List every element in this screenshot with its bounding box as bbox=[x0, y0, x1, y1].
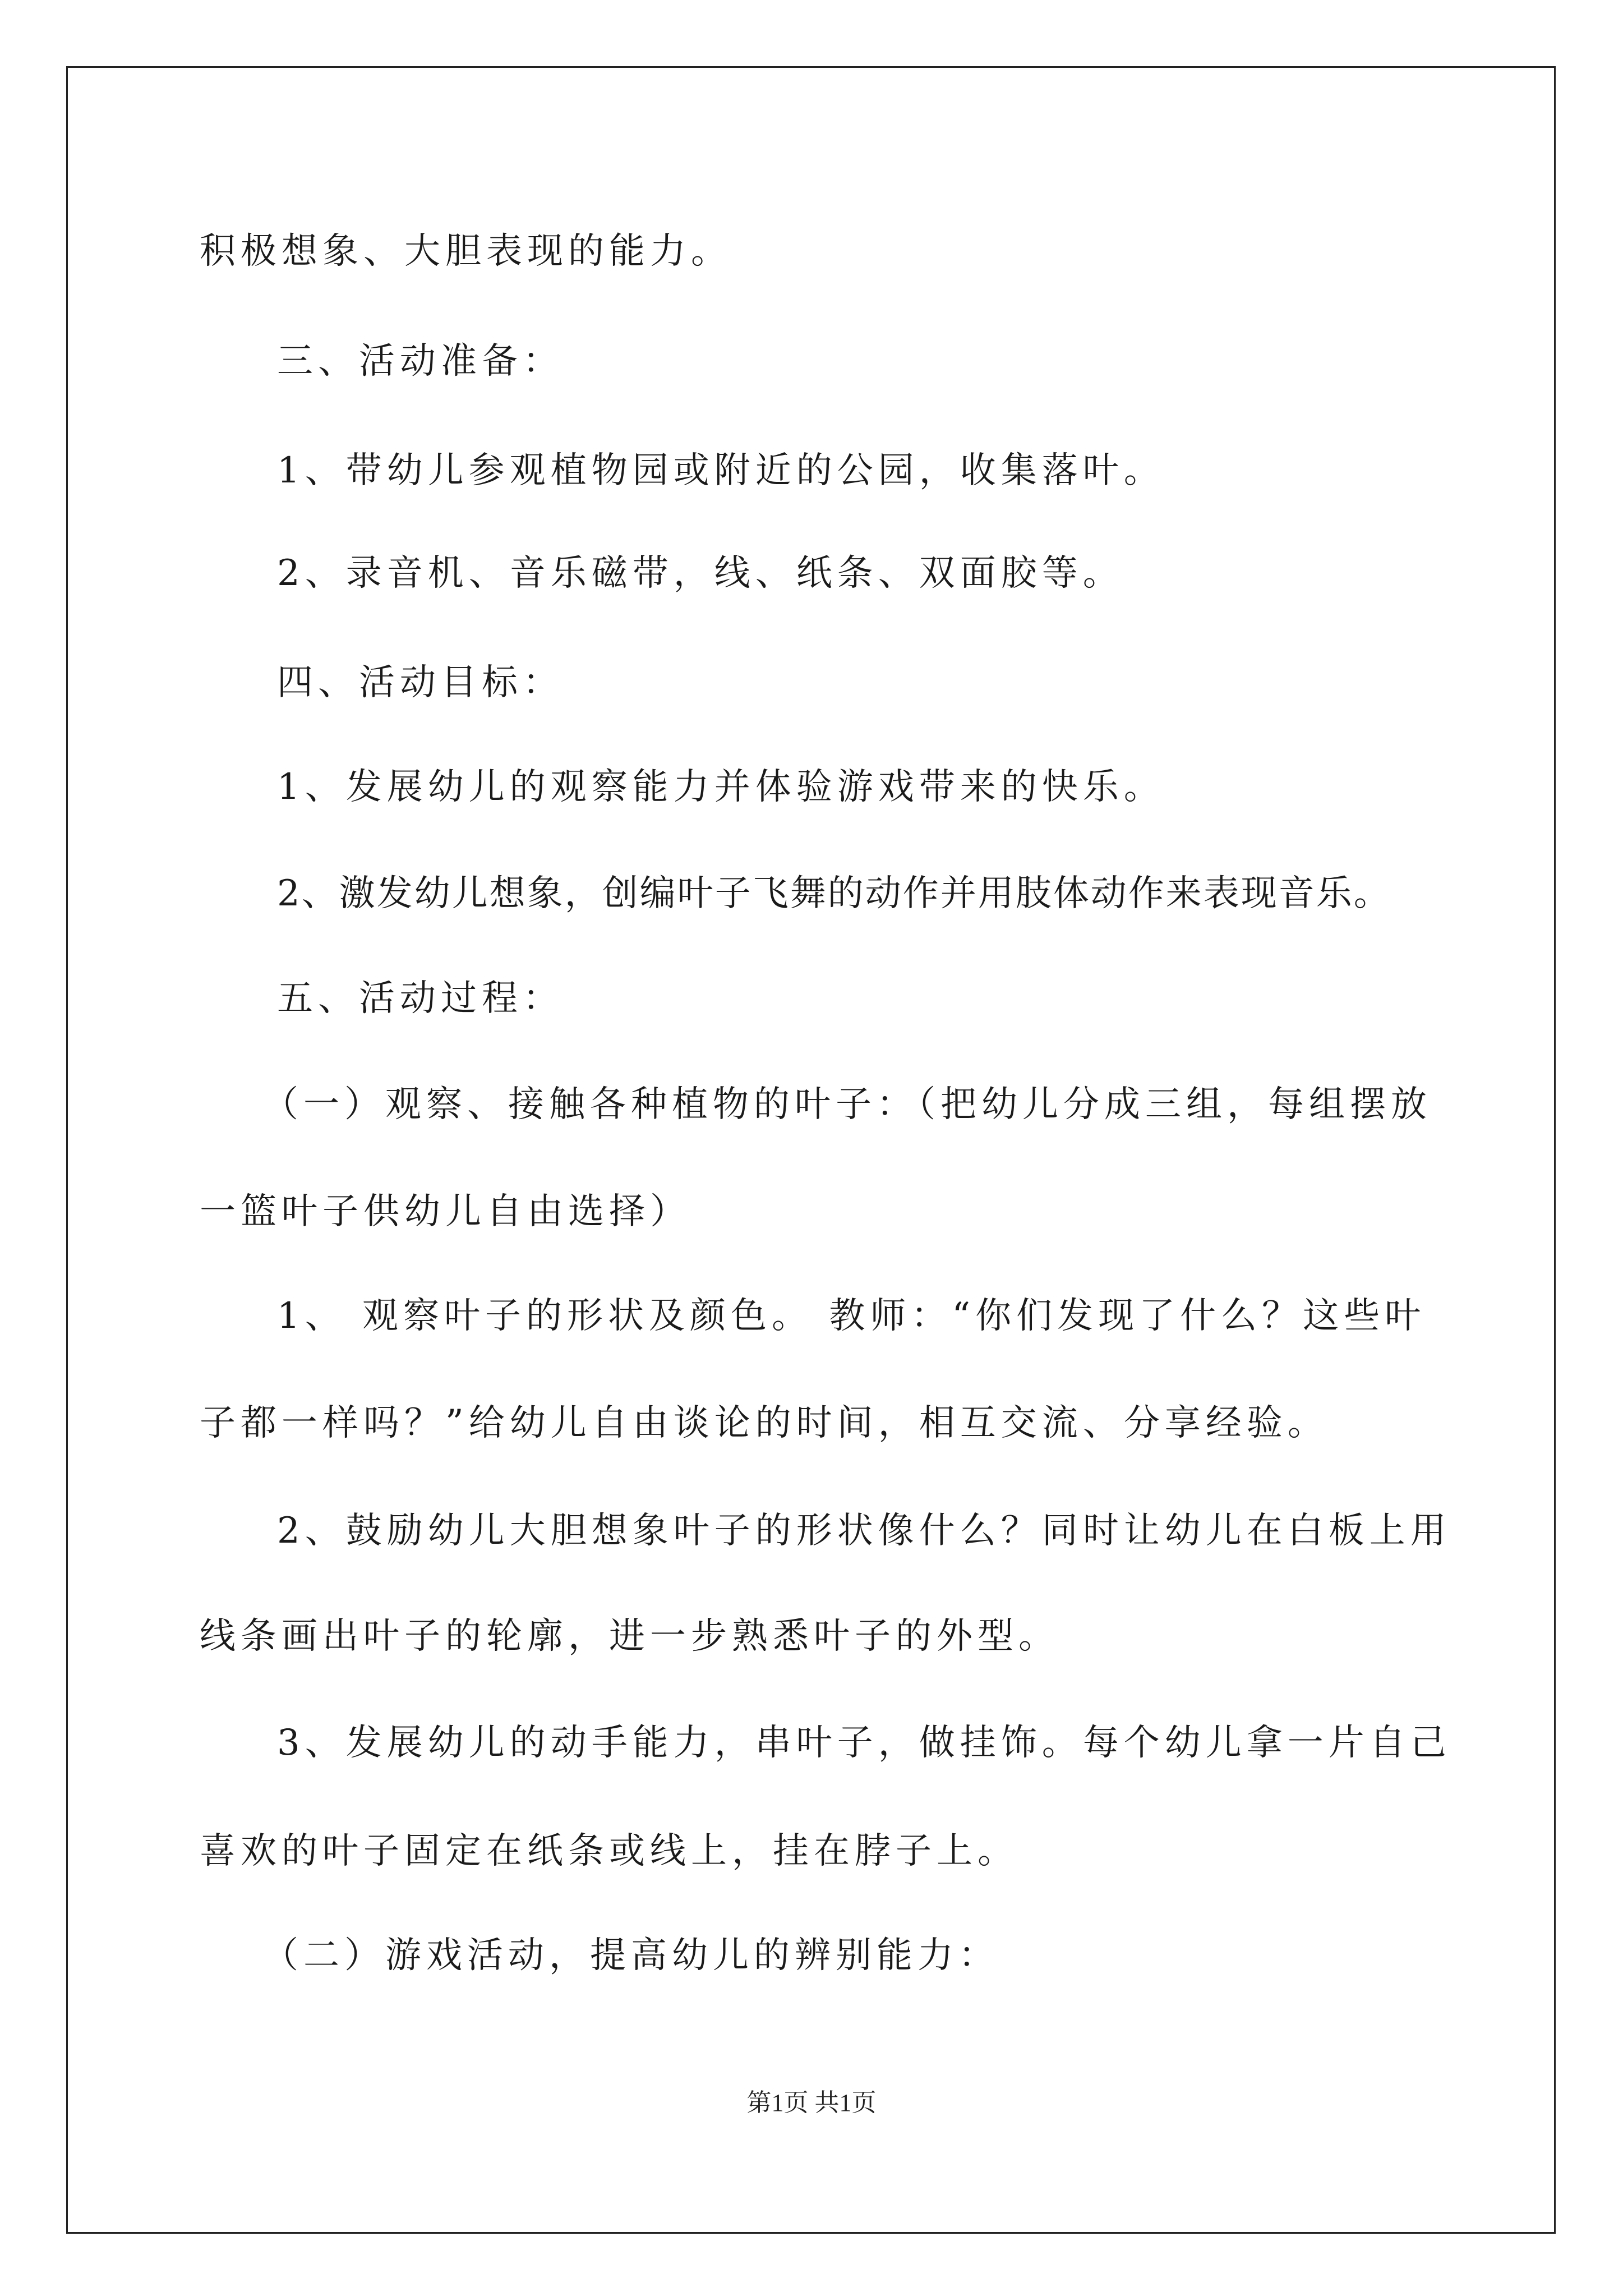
body-line: 积极想象、大胆表现的能力。 bbox=[200, 231, 732, 272]
section-heading: 四、活动目标： bbox=[277, 662, 564, 703]
body-line: 1、带幼儿参观植物园或附近的公园，收集落叶。 bbox=[277, 450, 1165, 491]
body-line: 子都一样吗？”给幼儿自由谈论的时间，相互交流、分享经验。 bbox=[200, 1402, 1329, 1444]
body-line: 1、发展幼儿的观察能力并体验游戏带来的快乐。 bbox=[277, 766, 1165, 808]
page-border bbox=[66, 66, 1556, 2234]
page-footer: 第1页 共1页 bbox=[746, 2089, 877, 2116]
body-line: 喜欢的叶子固定在纸条或线上，挂在脖子上。 bbox=[200, 1830, 1018, 1872]
body-line: 2、激发幼儿想象，创编叶子飞舞的动作并用肢体动作来表现音乐。 bbox=[277, 873, 1391, 914]
body-line: 3、发展幼儿的动手能力，串叶子，做挂饰。每个幼儿拿一片自己 bbox=[277, 1722, 1451, 1764]
section-heading: 三、活动准备： bbox=[277, 341, 564, 382]
body-line: 2、录音机、音乐磁带，线、纸条、双面胶等。 bbox=[277, 553, 1124, 594]
body-line: 1、 观察叶子的形状及颜色。 教师：“你们发现了什么？这些叶 bbox=[277, 1295, 1426, 1337]
body-line: 2、鼓励幼儿大胆想象叶子的形状像什么？同时让幼儿在白板上用 bbox=[277, 1510, 1451, 1552]
section-heading: （二）游戏活动，提高幼儿的辨别能力： bbox=[262, 1935, 999, 1976]
section-heading: 五、活动过程： bbox=[277, 978, 564, 1019]
body-line: 线条画出叶子的轮廓，进一步熟悉叶子的外型。 bbox=[200, 1616, 1059, 1657]
body-line: 一篮叶子供幼儿自由选择） bbox=[200, 1191, 691, 1232]
body-line: （一）观察、接触各种植物的叶子：（把幼儿分成三组，每组摆放 bbox=[262, 1084, 1432, 1125]
